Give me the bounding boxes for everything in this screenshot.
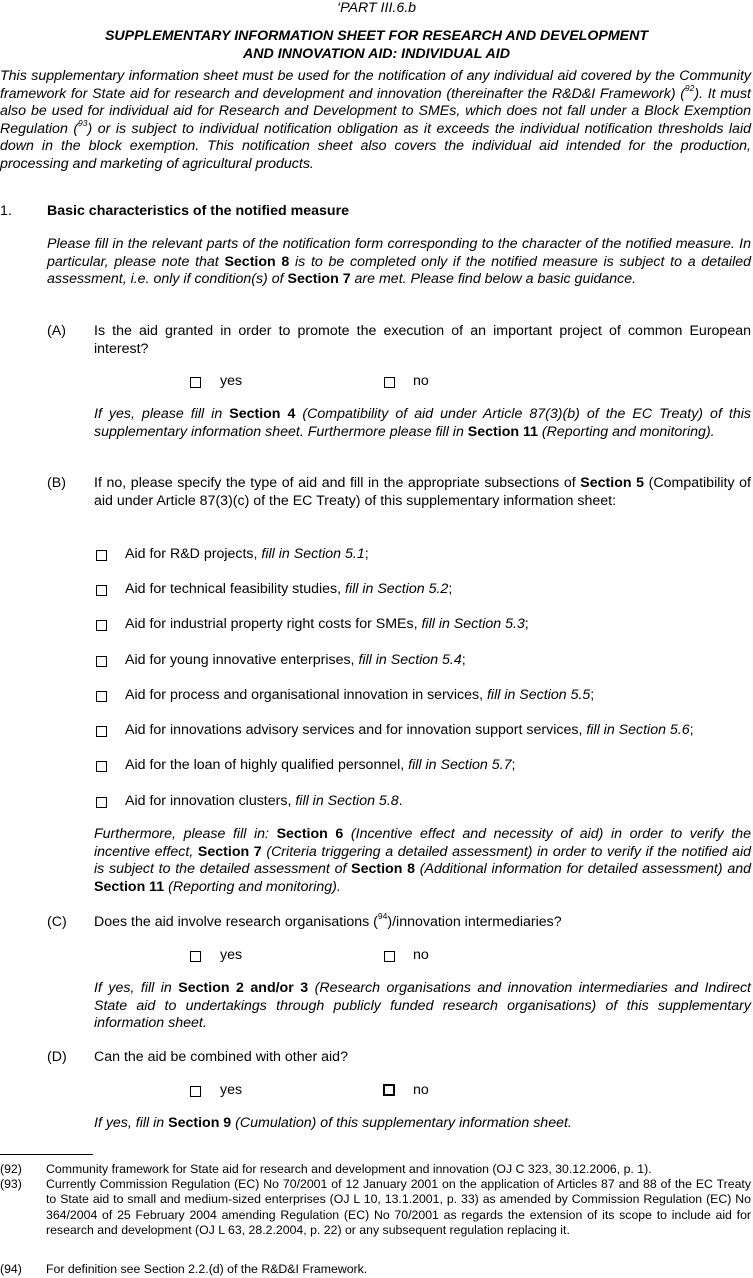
guidance-ref-section-7: Section 7 — [287, 271, 351, 287]
option-ref: fill in Section 5.6 — [586, 722, 690, 738]
further-text-1: Furthermore, please fill in: — [94, 826, 277, 842]
guidance-text-1: Please fill in the relevant parts of the notification form corresponding to the character of the notified measure. In particular, please note that — [47, 236, 751, 270]
option-ref: fill in Section 5.4 — [358, 652, 462, 668]
footnote-ref-94[interactable]: 94 — [377, 911, 388, 922]
question-d-no-label: no — [413, 1082, 429, 1098]
question-c-text-1: Does the aid involve research organisations ( — [94, 914, 378, 930]
section-heading: Basic characteristics of the notified measure — [47, 203, 349, 219]
option-ref: fill in Section 5.2 — [345, 581, 449, 597]
further-text-4: (Additional information for detailed assessment) and — [415, 861, 752, 877]
intro-paragraph — [0, 68, 751, 173]
option-ref: fill in Section 5.1 — [261, 546, 365, 562]
option-label — [125, 652, 466, 670]
footnote-text: Community framework for State aid for research and development and innovation (OJ C 323, 30.12.2006, p. 1). — [46, 1162, 652, 1176]
question-a-no-label: no — [413, 373, 429, 389]
question-b-ref-section-5: Section 5 — [580, 475, 645, 491]
question-a-note-text-3: (Reporting and monitoring). — [537, 423, 715, 440]
footnote-number: (93) — [0, 1177, 22, 1191]
footnote-number: (92) — [0, 1162, 22, 1176]
intro-text-3: ) or is subject to individual notification obligation as it exceeds the individual notification thresholds laid down in the block exemption. This notification sheet also covers the individual aid intended for the production, processing and marketing of agricultural products. — [0, 120, 751, 172]
option-checkbox[interactable] — [96, 689, 107, 707]
footnote-94 — [0, 1262, 753, 1278]
footnote-ref-93[interactable]: 93 — [78, 117, 88, 128]
question-c-note — [94, 980, 751, 1033]
footnote-ref-92[interactable]: 92 — [684, 82, 695, 93]
question-a-note-text-1: If yes, please fill in — [94, 406, 230, 422]
option-ref: fill in Section 5.8 — [295, 793, 399, 809]
further-text-3: (Criteria triggering a detailed assessment) in order to verify if the notified aid is subject to the detailed assessment of — [94, 843, 751, 877]
question-a-yes-checkbox[interactable] — [190, 375, 201, 393]
option-punct: ; — [590, 687, 595, 703]
option-text: Aid for process and organisational innovation in services, — [125, 687, 487, 703]
option-punct: ; — [511, 757, 516, 773]
option-punct: ; — [448, 581, 453, 597]
question-d-note — [94, 1115, 751, 1133]
option-text: Aid for industrial property right costs for SMEs, — [125, 616, 422, 632]
intro-text-1: This supplementary information sheet must be used for the notification of any individual aid covered by the Community framework for State aid for research and development and innovation (thereinafter the R&D&I Framework) ( — [0, 68, 751, 102]
footnote-text: For definition see Section 2.2.(d) of the R&D&I Framework. — [46, 1262, 368, 1276]
part-reference: ‘PART III.6.b — [336, 0, 417, 16]
question-a-ref-section-11: Section 11 — [467, 423, 538, 440]
document-title — [0, 28, 753, 63]
question-c-note-text-1: If yes, fill in — [94, 980, 179, 996]
question-a-label: (A) — [47, 323, 66, 339]
option-checkbox[interactable] — [96, 618, 107, 636]
question-b-label: (B) — [47, 475, 66, 491]
question-c-text — [94, 911, 751, 932]
question-a-text: Is the aid granted in order to promote the execution of an important project of common European interest? — [94, 323, 751, 357]
option-punct: ; — [461, 652, 466, 668]
intro-text-2: ). It must also be used for individual aid for Research and Development to SMEs, which does not fall under a Block Exemption Regulation ( — [0, 85, 751, 137]
question-d-ref-section-9: Section 9 — [168, 1115, 232, 1131]
question-c-text-2: )/innovation intermediaries? — [387, 914, 562, 930]
option-text: Aid for young innovative enterprises, — [125, 652, 359, 668]
question-d-note-text-2: (Cumulation) of this supplementary information sheet. — [231, 1115, 572, 1131]
option-label — [125, 546, 369, 564]
option-punct: ; — [524, 616, 529, 632]
question-d-yes-label: yes — [220, 1082, 243, 1098]
option-checkbox[interactable] — [96, 724, 107, 742]
option-label — [125, 581, 452, 599]
option-punct: ; — [364, 546, 369, 562]
title-line-1: SUPPLEMENTARY INFORMATION SHEET FOR RESEARCH AND DEVELOPMENT — [104, 28, 649, 44]
option-checkbox[interactable] — [96, 759, 107, 777]
question-c-no-label: no — [413, 947, 429, 963]
question-c-yes-label: yes — [220, 947, 243, 963]
option-punct: ; — [689, 722, 694, 738]
question-d-yes-checkbox[interactable] — [190, 1084, 201, 1102]
option-checkbox[interactable] — [96, 654, 107, 672]
further-text-5: (Reporting and monitoring). — [164, 878, 341, 895]
footnote-93 — [0, 1177, 753, 1257]
question-a-ref-section-4: Section 4 — [229, 406, 296, 422]
question-b-text-2: (Compatibility of aid under Article 87(3)(c) of the EC Treaty) of this supplementary information sheet: — [94, 475, 752, 509]
guidance-text-3: are met. Please find below a basic guidance. — [350, 271, 637, 287]
question-a-no-checkbox[interactable] — [384, 375, 395, 393]
option-checkbox[interactable] — [96, 548, 107, 566]
guidance-text-2: is to be completed only if the notified measure is subject to a detailed assessment, i.e. only if condition(s) of — [47, 253, 751, 287]
option-checkbox[interactable] — [96, 795, 107, 813]
footnote-92 — [0, 1162, 753, 1178]
question-a-note — [94, 406, 751, 441]
question-d-label: (D) — [47, 1049, 67, 1065]
further-ref-section-11: Section 11 — [94, 878, 165, 895]
further-ref-section-6: Section 6 — [276, 826, 344, 842]
option-label — [125, 616, 529, 634]
question-b-text-1: If no, please specify the type of aid and fill in the appropriate subsections of — [94, 475, 581, 491]
further-ref-section-8: Section 8 — [351, 861, 416, 877]
question-c-no-checkbox[interactable] — [384, 949, 395, 967]
question-b-further — [94, 826, 751, 896]
option-label — [125, 757, 515, 775]
question-d-note-text-1: If yes, fill in — [94, 1115, 169, 1131]
option-ref: fill in Section 5.7 — [408, 757, 512, 773]
title-line-2: AND INNOVATION AID: INDIVIDUAL AID — [243, 45, 510, 62]
option-label — [125, 687, 594, 705]
option-text: Aid for the loan of highly qualified personnel, — [125, 757, 409, 773]
option-label — [125, 793, 403, 811]
question-c-note-text-2: (Research organisations and innovation intermediaries and Indirect State aid to undertakings through publicly funded research organisations) of this supplementary information sheet. — [94, 980, 751, 1031]
guidance-ref-section-8: Section 8 — [224, 253, 290, 270]
question-b-text — [94, 475, 751, 510]
further-text-2: (Incentive effect and necessity of aid) in order to verify the incentive effect, — [94, 826, 752, 860]
question-c-yes-checkbox[interactable] — [190, 949, 201, 967]
footnote-number: (94) — [0, 1262, 22, 1276]
question-a-note-text-2: (Compatibility of aid under Article 87(3)(b) of the EC Treaty) of this supplementary information sheet. Furthermore please fill in — [94, 406, 751, 440]
option-text: Aid for R&D projects, — [125, 546, 262, 562]
option-ref: fill in Section 5.3 — [421, 616, 525, 632]
section-guidance — [47, 236, 751, 289]
question-d-text: Can the aid be combined with other aid? — [94, 1049, 348, 1065]
option-checkbox[interactable] — [96, 583, 107, 601]
footnote-text: Currently Commission Regulation (EC) No 70/2001 of 12 January 2001 on the application of Articles 87 and 88 of the EC Treaty to State aid to small and medium-sized enterprises (OJ L 10, 13.1.2001, p. 33) as amended by Commission Regulation (EC) No 364/2004 of 25 February 2004 amending Regulation (EC) No 70/2001 as regards the extension of its scope to include aid for research and development (OJ L 63, 28.2.2004, p. 22) or any subsequent regulation replacing it. — [46, 1177, 751, 1237]
option-ref: fill in Section 5.5 — [486, 687, 591, 703]
question-d-no-checkbox[interactable] — [383, 1083, 395, 1101]
option-text: Aid for innovation clusters, — [125, 793, 296, 809]
option-text: Aid for technical feasibility studies, — [125, 581, 346, 597]
section-number: 1. — [0, 203, 12, 219]
option-label — [125, 722, 752, 740]
question-c-label: (C) — [47, 914, 67, 930]
question-c-ref-section-2-3: Section 2 and/or 3 — [178, 980, 309, 996]
option-text: Aid for innovations advisory services and for innovation support services, — [125, 722, 587, 738]
option-punct: . — [398, 793, 403, 809]
question-a-yes-label: yes — [220, 373, 243, 389]
footnote-divider — [0, 1154, 93, 1155]
further-ref-section-7: Section 7 — [197, 843, 262, 860]
